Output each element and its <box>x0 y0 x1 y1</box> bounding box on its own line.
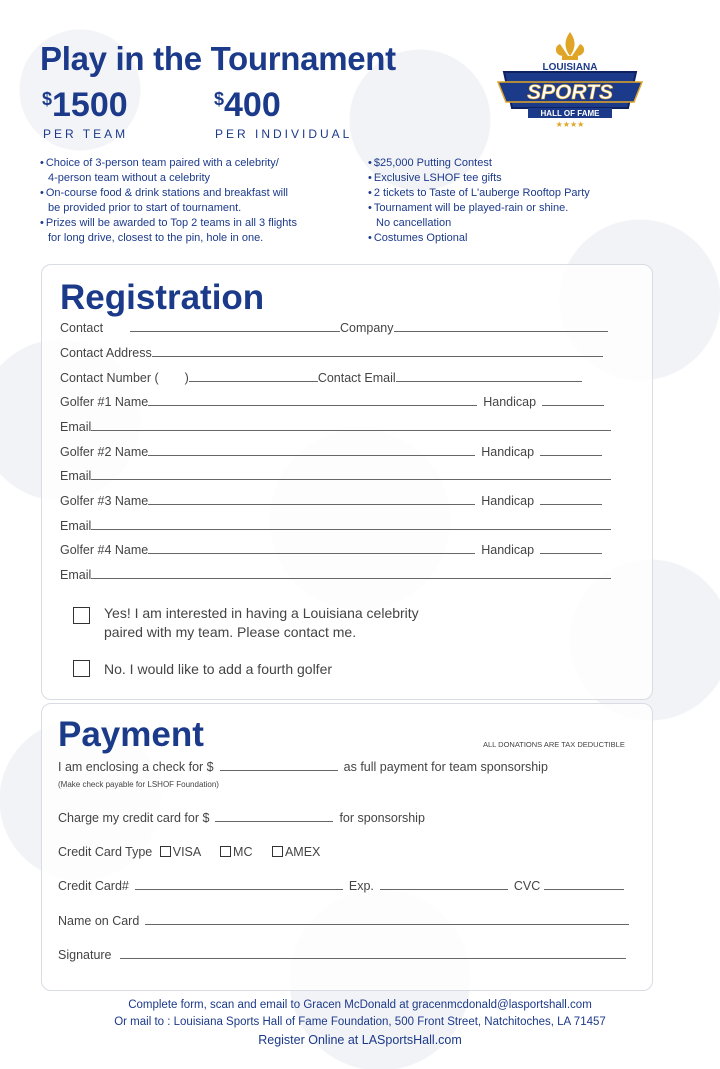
visa-checkbox[interactable] <box>160 846 171 857</box>
golfer-4-email-field[interactable] <box>91 568 611 579</box>
contact-row: Contact Company <box>60 321 608 335</box>
check-amount-field[interactable] <box>220 760 338 771</box>
golfer-4-name-field[interactable] <box>148 543 475 554</box>
name-on-card-row: Name on Card <box>58 914 629 928</box>
fourth-golfer-checkbox[interactable] <box>73 660 90 677</box>
golfer-1-email-field[interactable] <box>91 420 611 431</box>
cvc-field[interactable] <box>544 879 624 890</box>
check-payable-note: (Make check payable for LSHOF Foundation) <box>58 780 219 789</box>
footer-mail-line: Or mail to : Louisiana Sports Hall of Fame Foundation, 500 Front Street, Natchitoches, LA 71457 <box>114 1016 606 1028</box>
fleur-de-lis-icon <box>556 32 584 60</box>
card-number-row: Credit Card# Exp. CVC <box>58 879 624 893</box>
list-item: • $25,000 Putting Contest <box>368 156 668 171</box>
golfer-2-email-field[interactable] <box>91 469 611 480</box>
svg-text:LOUISIANA: LOUISIANA <box>542 62 598 73</box>
golfer-3-email-row: Email <box>60 519 611 533</box>
charge-amount-field[interactable] <box>215 811 333 822</box>
contact-address-row: Contact Address <box>60 346 603 360</box>
golfer-4-handicap-field[interactable] <box>540 543 602 554</box>
golfer-4-row: Golfer #4 Name Handicap <box>60 543 602 557</box>
page-title: Play in the Tournament <box>40 40 396 77</box>
benefits-list-left <box>40 156 340 246</box>
golfer-3-row: Golfer #3 Name Handicap <box>60 494 602 508</box>
golfer-1-row: Golfer #1 Name Handicap <box>60 395 604 409</box>
contact-field[interactable] <box>130 321 340 332</box>
golfer-4-email-row: Email <box>60 568 611 582</box>
payment-title: Payment <box>58 715 204 754</box>
card-type-row: Credit Card Type VISA MC AMEX <box>58 845 321 859</box>
footer-register-link[interactable]: Register Online at LASportsHall.com <box>258 1033 462 1047</box>
list-item: • Exclusive LSHOF tee gifts <box>368 171 668 186</box>
tax-deductible-note: ALL DONATIONS ARE TAX DEDUCTIBLE <box>483 740 625 749</box>
svg-text:★★★★: ★★★★ <box>555 120 585 128</box>
golfer-3-email-field[interactable] <box>91 519 611 530</box>
list-item: • Costumes Optional <box>368 231 668 246</box>
fourth-golfer-option-label: No. I would like to add a fourth golfer <box>104 661 333 677</box>
celebrity-option-label: Yes! I am interested in having a Louisiana celebrity paired with my team. Please contact me. <box>104 605 419 640</box>
list-item: • Tournament will be played-rain or shine. No cancellation <box>368 201 668 231</box>
golfer-2-name-field[interactable] <box>148 445 475 456</box>
benefits-list-right <box>368 156 668 246</box>
golfer-2-row: Golfer #2 Name Handicap <box>60 445 602 459</box>
golfer-1-handicap-field[interactable] <box>542 395 604 406</box>
card-number-field[interactable] <box>135 879 343 890</box>
svg-text:SPORTS: SPORTS <box>527 81 613 104</box>
individual-price-label: PER INDIVIDUAL <box>215 127 353 141</box>
signature-row: Signature <box>58 948 626 962</box>
individual-price: $400 <box>214 86 281 124</box>
footer-email-line: Complete form, scan and email to Gracen McDonald at gracenmcdonald@lasportshall.com <box>128 999 592 1011</box>
signature-field[interactable] <box>120 948 626 959</box>
amex-option[interactable]: AMEX <box>272 845 320 859</box>
golfer-1-email-row: Email <box>60 420 611 434</box>
check-row: I am enclosing a check for $ as full payment for team sponsorship <box>58 760 548 774</box>
svg-text:HALL OF FAME: HALL OF FAME <box>540 109 600 118</box>
golfer-2-handicap-field[interactable] <box>540 445 602 456</box>
contact-email-field[interactable] <box>396 371 582 382</box>
contact-number-field[interactable] <box>189 371 318 382</box>
charge-row: Charge my credit card for $ for sponsorship <box>58 811 425 825</box>
golfer-1-name-field[interactable] <box>148 395 477 406</box>
team-price-label: PER TEAM <box>43 127 129 141</box>
contact-address-field[interactable] <box>152 346 603 357</box>
amex-checkbox[interactable] <box>272 846 283 857</box>
name-on-card-field[interactable] <box>145 914 629 925</box>
lshof-logo <box>494 30 646 128</box>
mc-checkbox[interactable] <box>220 846 231 857</box>
celebrity-option[interactable] <box>73 604 493 644</box>
mc-option[interactable]: MC <box>220 845 252 859</box>
list-item: • On-course food & drink stations and breakfast will be provided prior to start of tournament. <box>40 186 340 216</box>
visa-option[interactable]: VISA <box>160 845 201 859</box>
registration-title: Registration <box>60 278 265 317</box>
list-item: • 2 tickets to Taste of L'auberge Rooftop Party <box>368 186 668 201</box>
golfer-2-email-row: Email <box>60 469 611 483</box>
golfer-3-name-field[interactable] <box>148 494 475 505</box>
contact-number-row: Contact Number ( ) Contact Email <box>60 371 582 385</box>
team-price: $1500 <box>42 86 128 124</box>
fourth-golfer-option[interactable] <box>73 660 493 682</box>
list-item: • Choice of 3-person team paired with a celebrity/ 4-person team without a celebrity <box>40 156 340 186</box>
golfer-3-handicap-field[interactable] <box>540 494 602 505</box>
exp-field[interactable] <box>380 879 508 890</box>
list-item: • Prizes will be awarded to Top 2 teams in all 3 flights for long drive, closest to the pin, hole in one. <box>40 216 340 246</box>
celebrity-checkbox[interactable] <box>73 607 90 624</box>
company-field[interactable] <box>394 321 608 332</box>
